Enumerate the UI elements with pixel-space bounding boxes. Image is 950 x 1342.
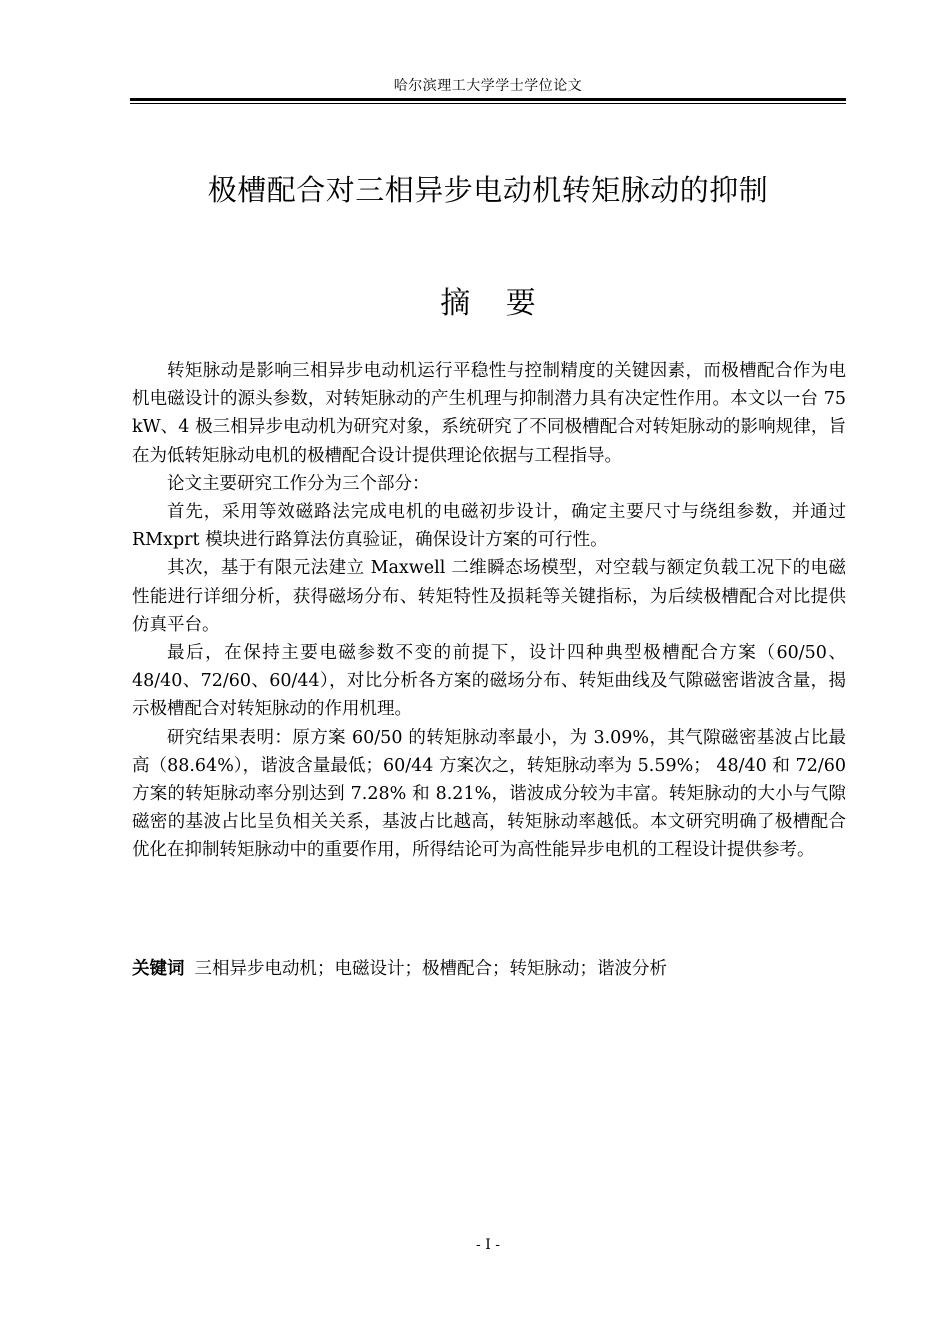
abstract-body xyxy=(132,357,846,865)
abstract-paragraph: 转矩脉动是影响三相异步电动机运行平稳性与控制精度的关键因素，而极槽配合作为电机电磁设计的源头参数，对转矩脉动的产生机理与抑制潜力具有决定性作用。本文以一台 75 kW、4 极三相异步电动机为研究对象，系统研究了不同极槽配合对转矩脉动的影响规律，旨在为低转矩脉动电机的极槽配合设计提供理论依据与工程指导。 xyxy=(132,361,846,466)
keywords-line xyxy=(132,956,846,982)
abstract-paragraph: 论文主要研究工作分为三个部分： xyxy=(167,473,430,494)
abstract-heading: 摘 要 xyxy=(440,286,536,321)
header-rule-thin xyxy=(130,103,846,104)
keywords-label: 关键词 xyxy=(132,959,185,979)
page-number: - I - xyxy=(476,1237,500,1253)
abstract-paragraph: 首先，采用等效磁路法完成电机的电磁初步设计，确定主要尺寸与绕组参数，并通过 RMxprt 模块进行路算法仿真验证，确保设计方案的可行性。 xyxy=(132,502,846,551)
thesis-title: 极槽配合对三相异步电动机转矩脉动的抑制 xyxy=(207,173,769,207)
abstract-paragraph: 最后，在保持主要电磁参数不变的前提下，设计四种典型极槽配合方案（60/50、48/40、72/60、60/44），对比分析各方案的磁场分布、转矩曲线及气隙磁密谐波含量，揭示极槽配合对转矩脉动的作用机理。 xyxy=(132,643,846,720)
keywords-text: 三相异步电动机；电磁设计；极槽配合；转矩脉动；谐波分析 xyxy=(194,959,667,979)
abstract-paragraph: 研究结果表明：原方案 60/50 的转矩脉动率最小，为 3.09%，其气隙磁密基波占比最高（88.64%），谐波含量最低；60/44 方案次之，转矩脉动率为 5.59%； 48/40 和 72/60 方案的转矩脉动率分别达到 7.28% 和 8.21%，谐波成分较为丰富。转矩脉动的大小与气隙磁密的基波占比呈负相关关系，基波占比越高，转矩脉动率越低。本文研究明确了极槽配合优化在抑制转矩脉动中的重要作用，所得结论可为高性能异步电机的工程设计提供参考。 xyxy=(132,727,846,861)
header-rule xyxy=(130,98,846,101)
abstract-paragraph: 其次，基于有限元法建立 Maxwell 二维瞬态场模型，对空载与额定负载工况下的电磁性能进行详细分析，获得磁场分布、转矩特性及损耗等关键指标，为后续极槽配合对比提供仿真平台。 xyxy=(132,558,846,635)
running-header: 哈尔滨理工大学学士学位论文 xyxy=(393,78,583,94)
